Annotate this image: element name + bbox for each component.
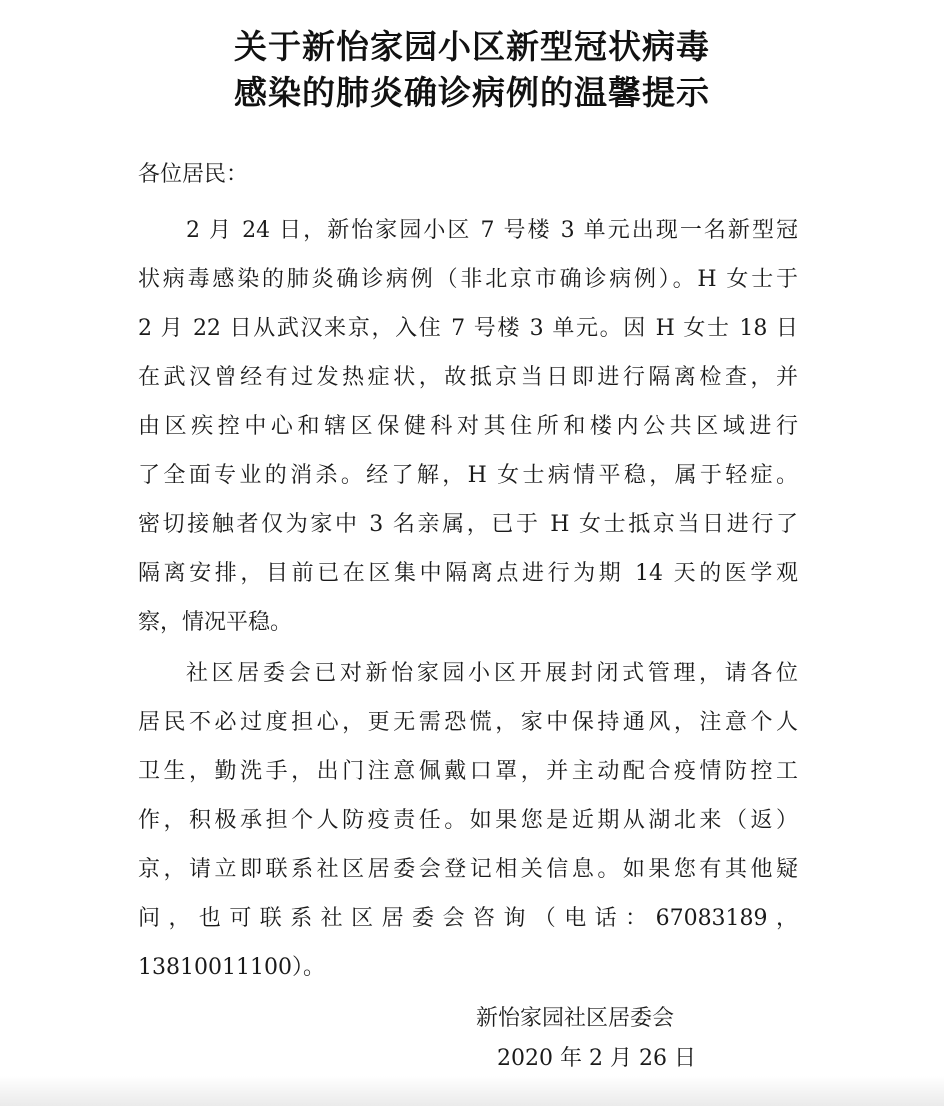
paragraph-1-line: 状病毒感染的肺炎确诊病例（非北京市确诊病例）。H 女士于	[138, 267, 798, 292]
paragraph-2-line: 问，也可联系社区居委会咨询（电话：67083189，	[138, 906, 798, 931]
paragraph-1-line: 在武汉曾经有过发热症状，故抵京当日即进行隔离检查，并	[138, 365, 798, 390]
bottom-shadow	[0, 1076, 944, 1106]
paragraph-1-line: 2 月 24 日，新怡家园小区 7 号楼 3 单元出现一名新型冠	[186, 218, 798, 243]
paragraph-2-line: 居民不必过度担心，更无需恐慌，家中保持通风，注意个人	[138, 710, 798, 735]
paragraph-2-line: 京，请立即联系社区居委会登记相关信息。如果您有其他疑	[138, 857, 798, 882]
paragraph-1-line: 察，情况平稳。	[138, 610, 293, 635]
title-line-2: 感染的肺炎确诊病例的温馨提示	[234, 73, 710, 112]
paragraph-2-line: 作，积极承担个人防疫责任。如果您是近期从湖北来（返）	[138, 808, 798, 833]
salutation: 各位居民：	[138, 162, 249, 187]
signature-date: 2020 年 2 月 26 日	[497, 1046, 696, 1071]
paragraph-2-line: 13810011100）。	[138, 955, 325, 980]
title-line-1: 关于新怡家园小区新型冠状病毒	[234, 27, 710, 66]
paragraph-1-line: 隔离安排，目前已在区集中隔离点进行为期 14 天的医学观	[138, 561, 798, 586]
paragraph-2-line: 社区居委会已对新怡家园小区开展封闭式管理，请各位	[186, 661, 798, 686]
signature-organization: 新怡家园社区居委会	[476, 1006, 675, 1031]
paragraph-1-line: 2 月 22 日从武汉来京，入住 7 号楼 3 单元。因 H 女士 18 日	[138, 316, 798, 341]
paragraph-2-line: 卫生，勤洗手，出门注意佩戴口罩，并主动配合疫情防控工	[138, 759, 798, 784]
paragraph-1-line: 密切接触者仅为家中 3 名亲属，已于 H 女士抵京当日进行了	[138, 512, 798, 537]
paragraph-1-line: 了全面专业的消杀。经了解，H 女士病情平稳，属于轻症。	[138, 463, 798, 488]
paragraph-1-line: 由区疾控中心和辖区保健科对其住所和楼内公共区域进行	[138, 414, 798, 439]
